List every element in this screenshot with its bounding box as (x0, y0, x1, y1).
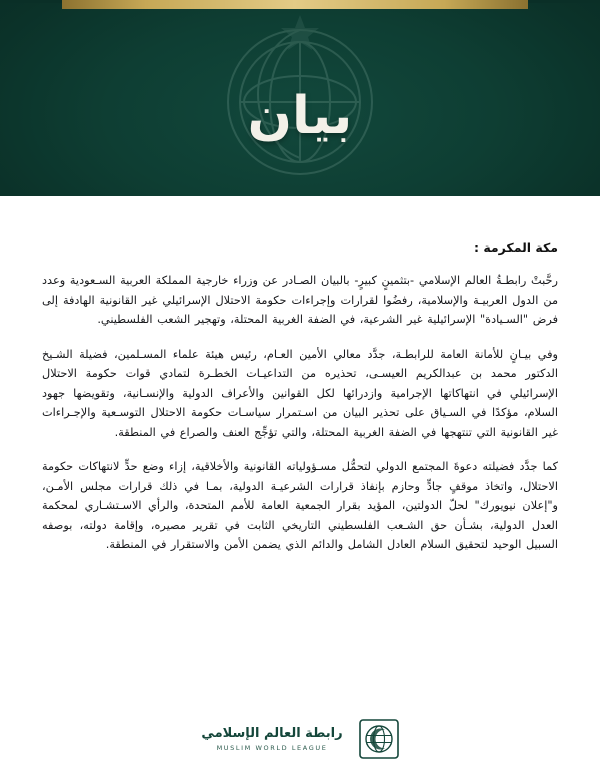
footer-emblem-icon (359, 719, 399, 759)
document-footer (0, 719, 600, 759)
paragraph-1: رحَّبتْ رابطـةُ العالم الإسلامي -بتثمينٍ كبيرٍ- بالبيان الصـادر عن وزراء خارجية المملكة العربية السـعودية وعدد من الدول العربيـة والإسلامية، رفضُوا لقرارات وإجراءات حكومة الاحتلال الإسرائيلي غير القانونية الهادفة إلى فرض "السـيادة" الإسرائيلية غير الشرعية، في الضفة الغربية المحتلة، وتهجير الشعب الفلسطيني. (42, 274, 558, 326)
dateline-location: مكة المكرمة : (473, 240, 558, 255)
footer-organization-name-latin: MUSLIM WORLD LEAGUE (216, 744, 328, 752)
banner-title: بيان (247, 86, 353, 146)
footer-organization-name-arabic: رابطة العالم الإسلامي (201, 726, 343, 741)
gold-accent-bar (62, 0, 528, 9)
paragraph-3: كما جدَّد فضيلته دعوةَ المجتمع الدولي لتحمُّل مسـؤولياته القانونية والأخلاقية، إزاء وضع حدٍّ لانتهاكات حكومة الاحتلال، واتخاذ موقفٍ جادٍّ وحازم بإنفاذ قرارات الشرعيـة الدولية، بمـا في ذلك قرارات مجلس الأمـن، و"إعلان نيويورك" لحلّ الدولتين، المؤيد بقرار الجمعية العامة للأمم المتحدة، والرأي الاسـتشـاري لمحكمة العدل الدولية، بشـأن حق الشـعب الفلسطيني التاريخي الثابت في تقرير مصيره، وإقامة دولته، بوصفه السبيل الوحيد لتحقيق السلام العادل الشامل والدائم الذي يضمن الأمن والاستقرار في المنطقة. (42, 460, 558, 551)
paragraph-2: وفي بيـانٍ للأمانة العامة للرابطـة، جدَّد معالي الأمين العـام، رئيس هيئة علماء المسـلمين، فضيلة الشـيخ الدكتور محمد بن عبدالكريم العيسـى، تحذيره من التداعيـات الخطـرة لتمادي قوات حكومة الاحتلال الإسرائيلي في انتهاكاتها الإجرامية وازدرائها لكل القوانين والأعراف الدولية والإنسـانية، وتقويضها جهود السلام، مؤكدًا في السـياق على تحذير البيان من اسـتمرار سياسـات حكومة الاحتلال التوسـعية والإجـراءات غير القانونية التي تنتهجها في الضفة الغربية المحتلة، والتي تؤجِّج العنف والصراع في المنطقة. (42, 347, 558, 439)
footer-wordmark (201, 726, 342, 752)
document-banner (0, 0, 600, 196)
document-body (0, 196, 600, 775)
